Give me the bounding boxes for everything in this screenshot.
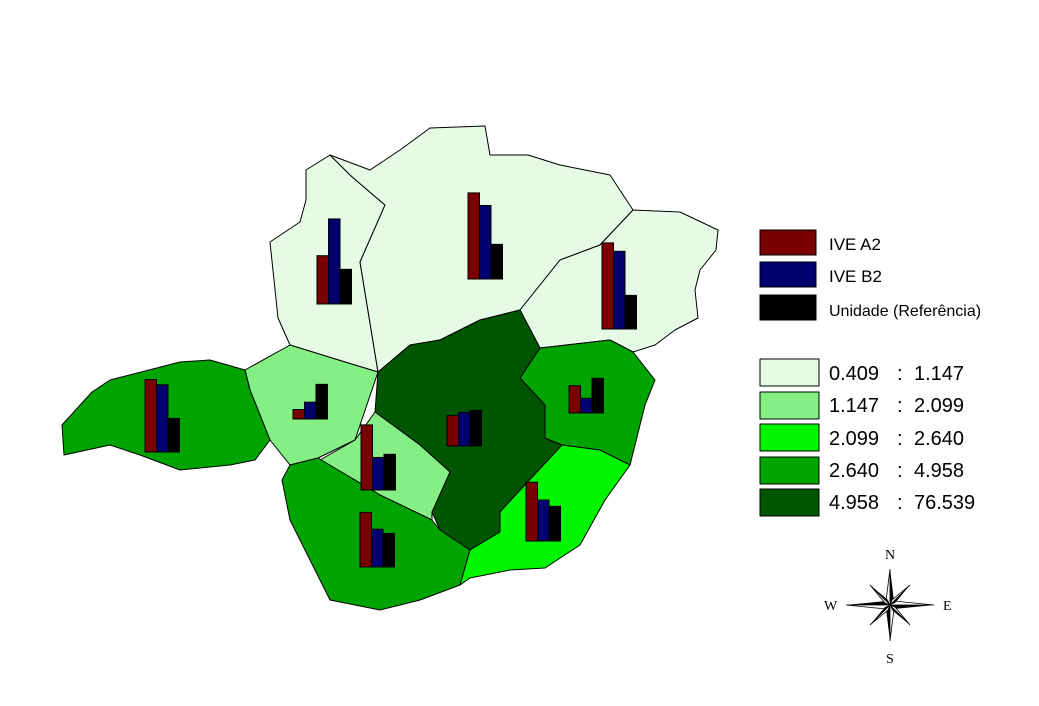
bar-northwest-unidade xyxy=(340,269,352,304)
bar-zona-da-mata-ive-b2 xyxy=(538,500,550,541)
bar-central-west-unidade xyxy=(316,384,328,419)
class-max-1: 1.147 xyxy=(914,363,965,385)
class-swatch-5 xyxy=(760,489,819,516)
class-min-4: 2.640 xyxy=(829,460,880,482)
class-max-5: 76.539 xyxy=(914,492,976,514)
bar-east-ive-b2 xyxy=(581,398,593,413)
class-sep-4: : xyxy=(897,460,903,482)
class-swatch-2 xyxy=(760,392,819,419)
bar-legend xyxy=(760,230,981,320)
bar-center-ive-a2 xyxy=(447,416,459,446)
bar-northeast-ive-a2 xyxy=(602,243,614,329)
class-sep-3: : xyxy=(897,428,903,450)
compass-label-n: N xyxy=(885,548,896,563)
compass-rose xyxy=(824,548,952,667)
class-sep-5: : xyxy=(897,492,903,514)
legend-swatch-ive-b2 xyxy=(760,262,816,287)
class-swatch-3 xyxy=(760,424,819,451)
bar-northwest-ive-a2 xyxy=(317,256,329,304)
bar-triangulo-unidade xyxy=(168,418,180,452)
bar-northwest-ive-b2 xyxy=(329,219,341,304)
bar-triangulo-ive-b2 xyxy=(157,385,169,452)
legend-label-ive-b2: IVE B2 xyxy=(829,267,882,286)
bar-north-unidade xyxy=(491,244,503,279)
class-sep-2: : xyxy=(897,395,903,417)
bar-north-ive-a2 xyxy=(468,193,480,279)
bar-center-ive-b2 xyxy=(459,412,471,446)
bar-zona-da-mata-ive-a2 xyxy=(526,482,538,541)
bar-west-center-unidade xyxy=(384,454,396,490)
bar-north-ive-b2 xyxy=(480,206,492,280)
class-swatch-4 xyxy=(760,457,819,484)
bar-triangulo-ive-a2 xyxy=(145,380,157,452)
class-legend xyxy=(760,359,975,516)
compass-label-e: E xyxy=(943,599,952,614)
class-min-3: 2.099 xyxy=(829,428,880,450)
legend-swatch-unidade xyxy=(760,295,816,320)
class-max-3: 2.640 xyxy=(914,428,965,450)
bar-south-ive-b2 xyxy=(372,529,384,567)
class-min-5: 4.958 xyxy=(829,492,880,514)
bar-east-unidade xyxy=(592,378,604,413)
bar-south-ive-a2 xyxy=(360,512,372,567)
class-min-2: 1.147 xyxy=(829,395,880,417)
compass-label-s: S xyxy=(886,652,894,667)
bar-east-ive-a2 xyxy=(569,386,581,413)
class-max-4: 4.958 xyxy=(914,460,965,482)
class-sep-1: : xyxy=(897,363,903,385)
bar-west-center-ive-a2 xyxy=(361,425,373,490)
bar-south-unidade xyxy=(383,533,395,567)
bar-west-center-ive-b2 xyxy=(373,457,385,490)
compass-label-w: W xyxy=(824,599,838,614)
bar-zona-da-mata-unidade xyxy=(549,506,561,541)
bar-central-west-ive-a2 xyxy=(293,410,305,419)
compass-star-icon xyxy=(846,569,934,641)
legend-label-ive-a2: IVE A2 xyxy=(829,235,881,254)
bar-northeast-unidade xyxy=(625,295,637,329)
bar-central-west-ive-b2 xyxy=(305,402,317,419)
bar-northeast-ive-b2 xyxy=(614,251,626,329)
class-swatch-1 xyxy=(760,359,819,386)
bar-center-unidade xyxy=(470,410,482,446)
class-max-2: 2.099 xyxy=(914,395,965,417)
legend-swatch-ive-a2 xyxy=(760,230,816,255)
legend-label-unidade: Unidade (Referência) xyxy=(829,303,982,320)
class-min-1: 0.409 xyxy=(829,363,880,385)
